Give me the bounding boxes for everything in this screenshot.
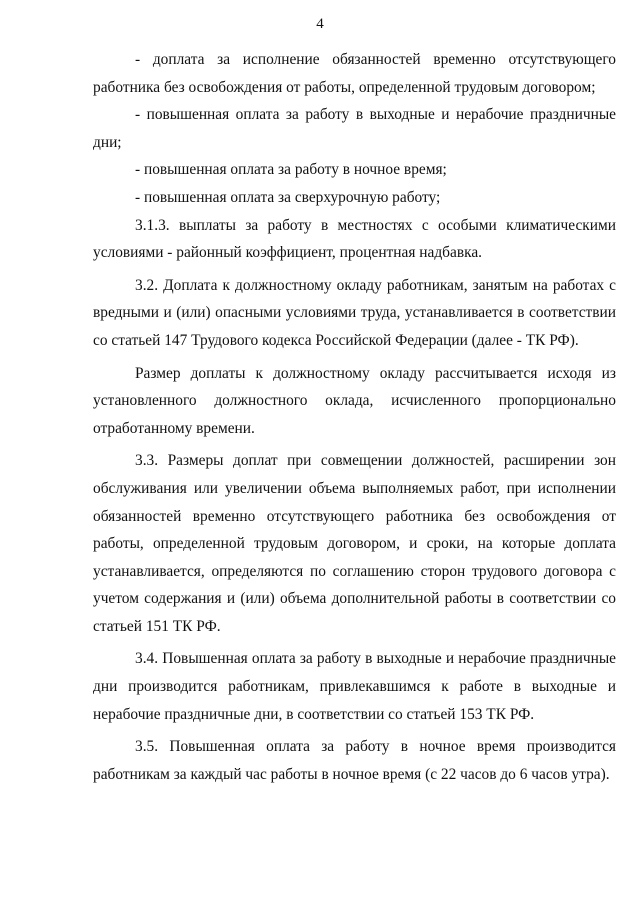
document-body xyxy=(93,46,616,788)
paragraph-3-3: 3.3. Размеры доплат при совмещении должностей, расширении зон обслуживания или увеличении объема выполняемых работ, при исполнении обязанностей временно отсутствующего работника без освобождения от работы, определенной трудовым договором, и сроки, на которые доплата устанавливается, определяются по соглашению сторон трудового договора с учетом содержания и (или) объема дополнительной работы в соответствии со статьей 151 ТК РФ. xyxy=(93,452,616,635)
paragraph-3-2: 3.2. Доплата к должностному окладу работникам, занятым на работах с вредными и (или) опасными условиями труда, устанавливается в соответствии со статьей 147 Трудового кодекса Российской Федерации (далее - ТК РФ). xyxy=(93,276,616,349)
page-number: 4 xyxy=(316,16,324,32)
paragraph-3-4: 3.4. Повышенная оплата за работу в выходные и нерабочие праздничные дни производится работникам, привлекавшимся к работе в выходные и нерабочие праздничные дни, в соответствии со статьей 153 ТК РФ. xyxy=(93,650,616,723)
paragraph-bullet-night-pay: - повышенная оплата за работу в ночное время; xyxy=(135,161,447,179)
paragraph-bullet-overtime-pay: - повышенная оплата за сверхурочную работу; xyxy=(135,188,441,206)
paragraph-3-1-3: 3.1.3. выплаты за работу в местностях с особыми климатическими условиями - районный коэффициент, процентная надбавка. xyxy=(93,216,616,262)
paragraph-bullet-temporary-absence: - доплата за исполнение обязанностей временно отсутствующего работника без освобождения от работы, определенной трудовым договором; xyxy=(93,51,616,96)
paragraph-3-2-allowance-size: Размер доплаты к должностному окладу рассчитывается исходя из установленного должностного оклада, исчисленного пропорционально отработанному времени. xyxy=(93,364,616,437)
paragraph-bullet-weekend-pay: - повышенная оплата за работу в выходные и нерабочие праздничные дни; xyxy=(93,106,616,151)
paragraph-3-5: 3.5. Повышенная оплата за работу в ночное время производится работникам за каждый час работы в ночное время (с 22 часов до 6 часов утра). xyxy=(93,738,616,783)
